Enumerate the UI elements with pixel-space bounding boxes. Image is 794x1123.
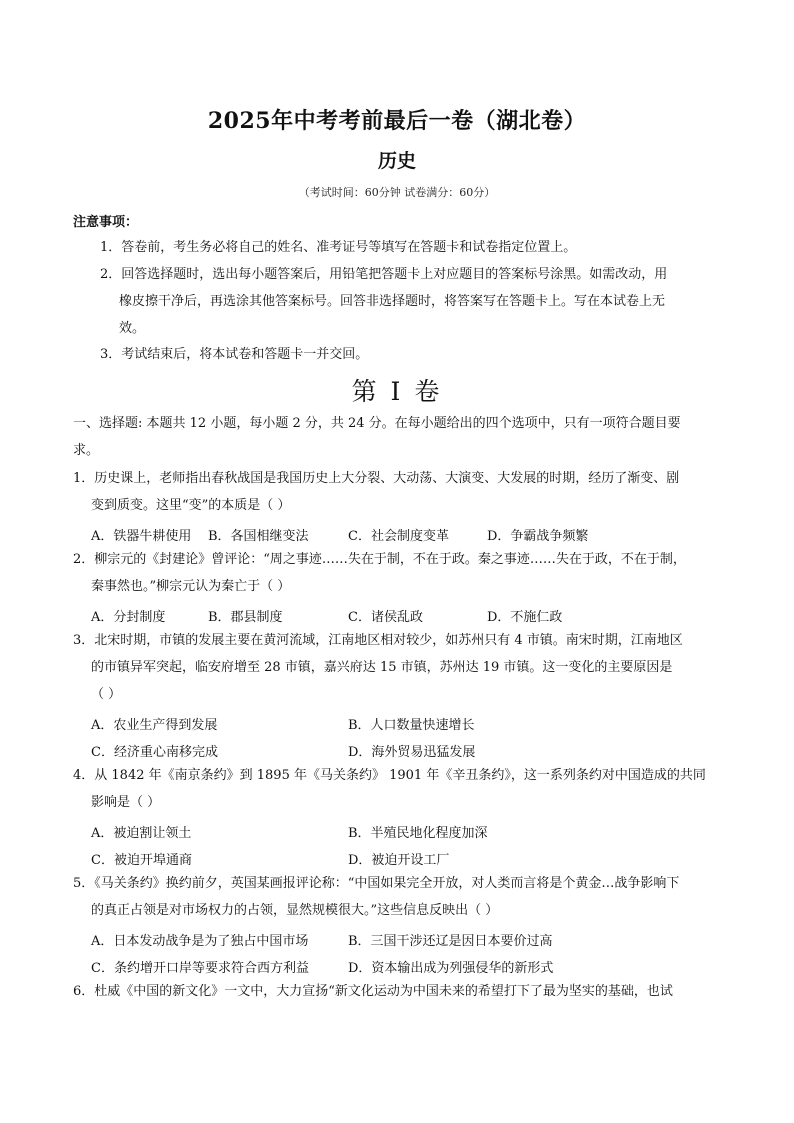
question-2-option-b[interactable]: B．郡县制度 xyxy=(208,610,283,625)
question-2-option-a[interactable]: A．分封制度 xyxy=(91,610,166,625)
question-2-line-2: 秦事然也。”柳宗元认为秦亡于（ ） xyxy=(91,579,291,594)
question-5-option-a[interactable]: A．日本发动战争是为了独占中国市场 xyxy=(91,934,309,949)
question-2-option-d[interactable]: D．不施仁政 xyxy=(487,610,563,625)
notice-item-3: 3．考试结束后，将本试卷和答题卡一并交回。 xyxy=(100,347,369,362)
notice-item-2-line-2: 橡皮擦干净后，再选涂其他答案标号。回答非选择题时，将答案写在答题卡上。写在本试卷上无 xyxy=(119,294,666,309)
question-4-line-1: 4．从 1842 年《南京条约》到 1895 年《马关条约》 1901 年《辛丑条约》，这一系列条约对中国造成的共同 xyxy=(73,768,706,783)
question-1-option-c[interactable]: C．社会制度变革 xyxy=(348,529,449,544)
question-5-option-b[interactable]: B．三国干涉还辽是因日本要价过高 xyxy=(348,934,553,949)
question-4-line-2: 影响是（ ） xyxy=(91,795,161,810)
question-3-option-a[interactable]: A．农业生产得到发展 xyxy=(91,718,218,733)
notice-item-2-line-1: 2．回答选择题时，选出每小题答案后，用铅笔把答题卡上对应题目的答案标号涂黑。如需改动，用 xyxy=(100,267,668,282)
question-5-line-2: 的真正占领是对市场权力的占领，显然规模很大。”这些信息反映出（ ） xyxy=(91,903,499,918)
section-title: 第 I 卷 xyxy=(351,377,443,406)
question-5-option-c[interactable]: C．条约增开口岸等要求符合西方利益 xyxy=(91,961,309,976)
exam-info: （考试时间：60分钟 试卷满分：60分） xyxy=(298,186,496,199)
page-title: 2025年中考考前最后一卷（湖北卷） xyxy=(207,108,587,134)
question-3-option-b[interactable]: B．人口数量快速增长 xyxy=(348,718,475,733)
section-intro-line-2: 求。 xyxy=(73,443,100,458)
notice-item-2-line-3: 效。 xyxy=(119,321,146,336)
question-6-line-1: 6．杜威《中国的新文化》一文中，大力宣扬“新文化运动为中国未来的希望打下了最为坚实的基础，也试 xyxy=(73,984,673,999)
question-2-line-1: 2．柳宗元的《封建论》曾评论：“周之事迹……失在于制，不在于政。秦之事迹……失在于政，不在于制， xyxy=(73,552,686,567)
subject-title: 历史 xyxy=(377,150,416,172)
question-3-option-c[interactable]: C．经济重心南移完成 xyxy=(91,745,218,760)
question-1-line-1: 1．历史课上，老师指出春秋战国是我国历史上大分裂、大动荡、大演变、大发展的时期，经历了渐变、剧 xyxy=(73,471,680,486)
notice-heading: 注意事项： xyxy=(73,215,139,230)
question-3-line-2: 的市镇异军突起，临安府增至 28 市镇，嘉兴府达 15 市镇，苏州达 19 市镇。这一变化的主要原因是 xyxy=(91,660,673,675)
question-1-option-a[interactable]: A．铁器牛耕使用 xyxy=(91,529,192,544)
question-4-option-d[interactable]: D．被迫开设工厂 xyxy=(348,853,450,868)
notice-item-1: 1．答卷前，考生务必将自己的姓名、准考证号等填写在答题卡和试卷指定位置上。 xyxy=(100,240,577,255)
question-4-option-a[interactable]: A．被迫割让领土 xyxy=(91,826,192,841)
question-5-option-d[interactable]: D．资本输出成为列强侵华的新形式 xyxy=(348,961,554,976)
question-1-option-d[interactable]: D．争霸战争频繁 xyxy=(487,529,589,544)
question-4-option-b[interactable]: B．半殖民地化程度加深 xyxy=(348,826,488,841)
section-intro-line-1: 一、选择题: 本题共 12 小题，每小题 2 分，共 24 分。在每小题给出的四个选项中，只有一项符合题目要 xyxy=(73,416,681,431)
question-4-option-c[interactable]: C．被迫开埠通商 xyxy=(91,853,192,868)
question-1-line-2: 变到质变。这里“变”的本质是（ ） xyxy=(91,498,291,513)
question-5-line-1: 5．《马关条约》换约前夕，英国某画报评论称：“中国如果完全开放，对人类而言将是个黄金…战争影响下 xyxy=(73,876,680,891)
question-3-option-d[interactable]: D．海外贸易迅猛发展 xyxy=(348,745,476,760)
question-3-line-3: （ ） xyxy=(91,687,122,702)
question-3-line-1: 3．北宋时期，市镇的发展主要在黄河流域，江南地区相对较少，如苏州只有 4 市镇。南宋时期，江南地区 xyxy=(73,633,683,648)
question-1-option-b[interactable]: B．各国相继变法 xyxy=(208,529,309,544)
question-2-option-c[interactable]: C．诸侯乱政 xyxy=(348,610,423,625)
